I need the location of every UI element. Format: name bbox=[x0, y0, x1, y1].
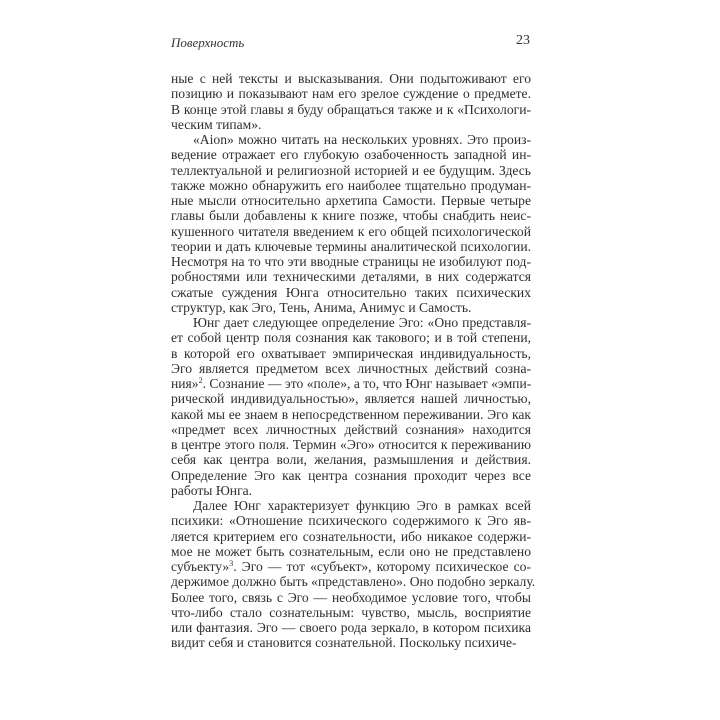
paragraph bbox=[171, 498, 536, 651]
text-line: ведение отражает его глубокую озабоченность западной ин- bbox=[171, 147, 531, 163]
text-line: Далее Юнг характеризует функцию Эго в рамках всей bbox=[193, 498, 531, 513]
text-line: психики: «Отношение психического содержимого к Эго яв- bbox=[171, 513, 531, 529]
text-line: также можно обнаружить его наиболее тщательно продуман- bbox=[171, 177, 531, 193]
text-line: главы были добавлены к книге позже, чтобы снабдить неис- bbox=[171, 208, 531, 224]
text-line: Юнг дает следующее определение Эго: «Оно представля- bbox=[193, 315, 531, 330]
text-line: Более того, связь с Эго — необходимое условие того, чтобы bbox=[171, 589, 531, 605]
paragraph bbox=[171, 132, 531, 315]
text-line: «Aion» можно читать на нескольких уровнях. Это произ- bbox=[193, 132, 531, 147]
text-line: себя как центра воли, желания, размышления и действия. bbox=[171, 452, 531, 468]
text-line: Эго является предметом всех личностных действий созна- bbox=[171, 360, 531, 376]
text-line: видит себя и становится сознательной. Поскольку психиче- bbox=[171, 635, 517, 651]
text-line: ные с ней тексты и высказывания. Они подытоживают его bbox=[171, 71, 531, 86]
text-line: робностями или техническими деталями, в них содержатся bbox=[171, 269, 531, 285]
paragraph bbox=[171, 315, 531, 498]
text-line: ет собой центр поля сознания как такового; и в той степени, bbox=[171, 330, 531, 346]
text-line: работы Юнга. bbox=[171, 482, 253, 498]
page-number: 23 bbox=[516, 33, 530, 48]
footnote-ref: 2 bbox=[198, 376, 203, 385]
text-line: Определение Эго как центра сознания проходит через все bbox=[171, 467, 531, 483]
text-line: держимое должно быть «представлено». Оно подобно зеркалу. bbox=[171, 574, 536, 590]
text-line: рической индивидуальностью», является нашей личностью, bbox=[171, 391, 531, 407]
paragraph bbox=[171, 71, 531, 132]
text-line: ческим типам». bbox=[171, 116, 262, 132]
text-line: Несмотря на то что эти вводные страницы не изобилуют под- bbox=[171, 254, 531, 269]
text-line: ные мысли относительно архетипа Самости. Первые четыре bbox=[171, 193, 531, 208]
text-line: в которой его охватывает эмпирическая индивидуальность, bbox=[171, 345, 531, 361]
text-line: какой мы ее знаем в непосредственном переживании. Эго как bbox=[171, 406, 531, 422]
text-line: структур, как Эго, Тень, Анима, Анимус и Самость. bbox=[171, 299, 472, 315]
text-line: «предмет всех личностных действий сознания» находится bbox=[171, 421, 531, 437]
text-line: мое не может быть сознательным, если оно не представлено bbox=[171, 543, 531, 559]
text-line: теллектуальной и религиозной историей и ее будущим. Здесь bbox=[171, 162, 531, 178]
text-line: ния»$^2$. Сознание — это «поле», а то, что Юнг называет «эмпи- bbox=[171, 376, 532, 391]
body-text bbox=[171, 71, 536, 651]
text-line: что-либо стало сознательным: чувство, мысль, восприятие bbox=[171, 604, 531, 620]
text-line: теории и дать ключевые термины аналитической психологии. bbox=[171, 238, 531, 254]
text-line: позицию и показывают нам его зрелое суждение о предмете. bbox=[171, 86, 531, 102]
text-line: субъекту»$^3$. Эго — тот «субъект», которому психическое со- bbox=[171, 559, 531, 574]
text-line: сжатые суждения Юнга относительно таких психических bbox=[171, 284, 531, 300]
text-line: ляется критерием его сознательности, ибо никакое содержи- bbox=[171, 528, 531, 544]
running-head: Поверхность bbox=[171, 35, 245, 50]
text-line: кушенного читателя введением к его общей психологической bbox=[171, 223, 531, 239]
footnote-ref: 3 bbox=[229, 559, 234, 568]
text-line: в центре этого поля. Термин «Эго» относится к переживанию bbox=[171, 437, 531, 452]
text-line: В конце этой главы я буду обращаться также и к «Психологи- bbox=[171, 101, 531, 117]
text-line: или фантазия. Эго — своего рода зеркало, в котором психика bbox=[171, 620, 531, 635]
